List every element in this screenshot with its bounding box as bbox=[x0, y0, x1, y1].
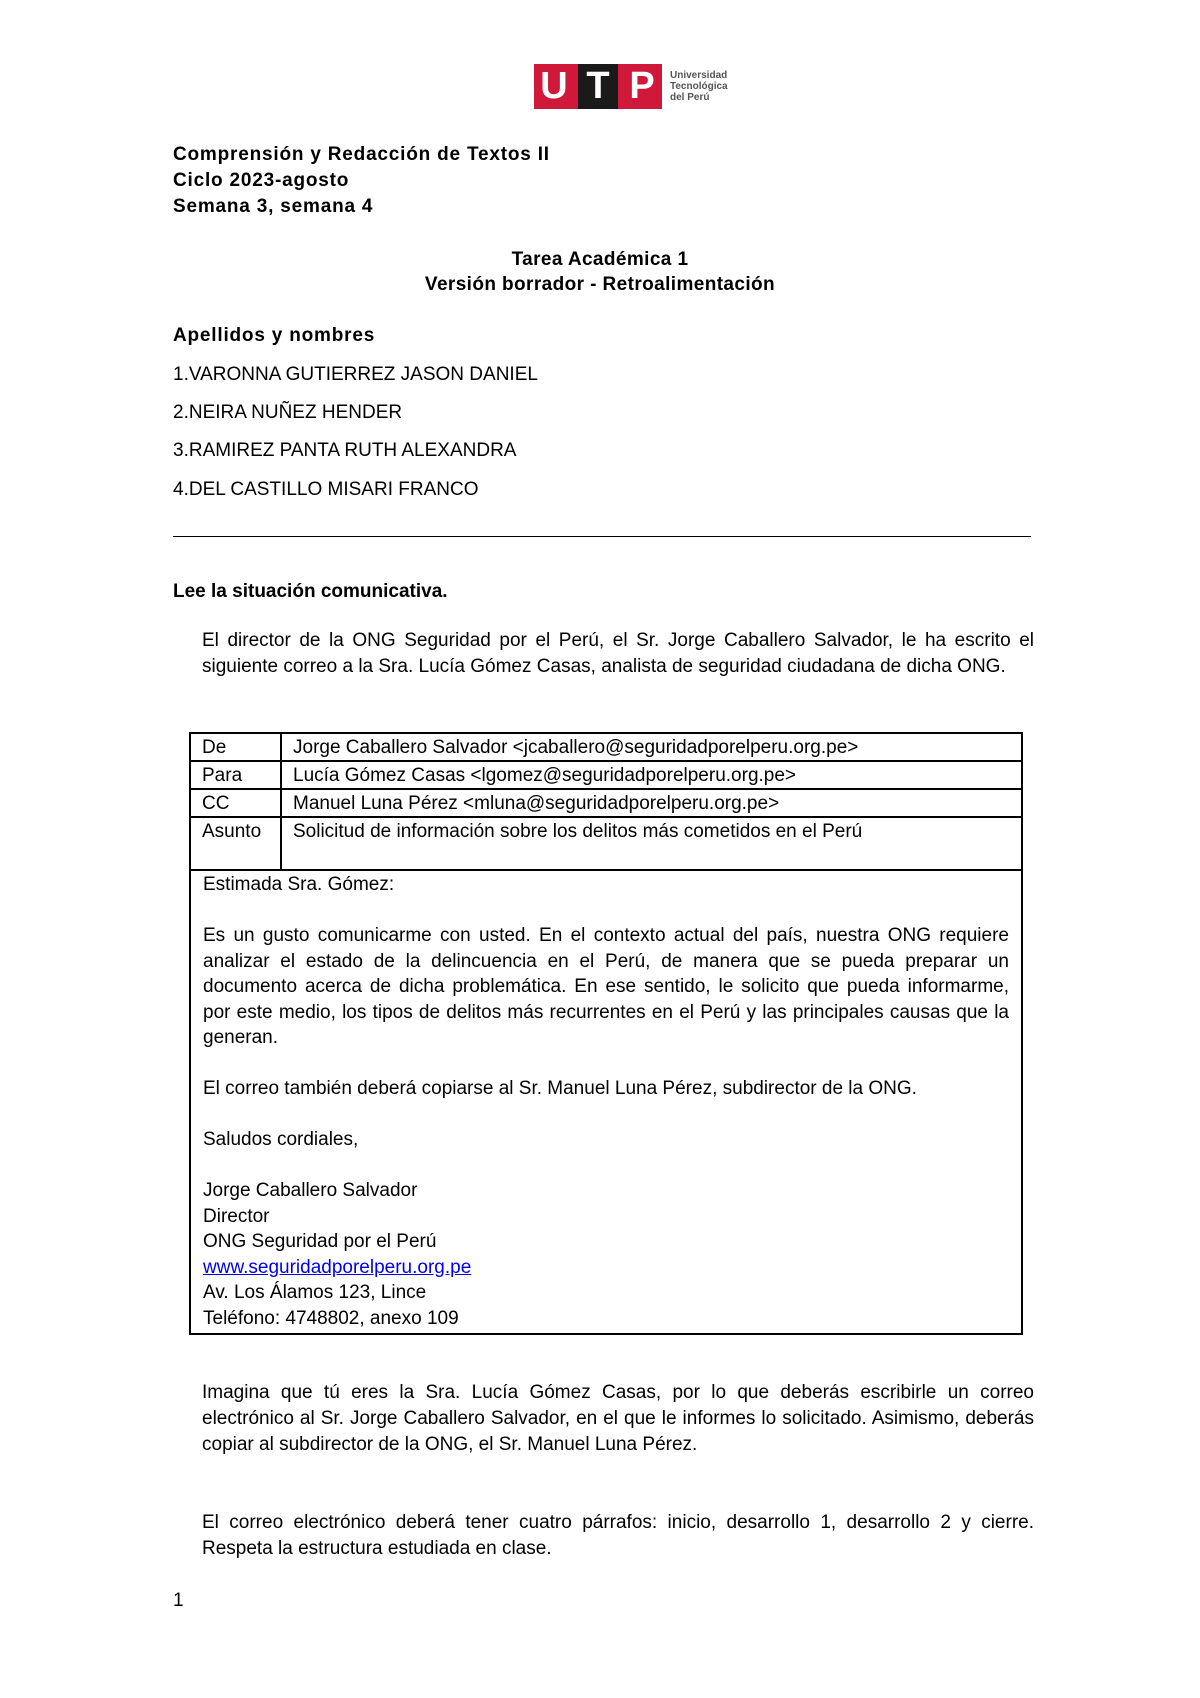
student-name: 1.VARONNA GUTIERREZ JASON DANIEL bbox=[173, 364, 538, 385]
signature-phone: Teléfono: 4748802, anexo 109 bbox=[203, 1307, 459, 1329]
instructions-paragraph: El correo electrónico deberá tener cuatro párrafos: inicio, desarrollo 1, desarrollo 2 y cierre. Respeta la estructura estudiada en clase. bbox=[202, 1512, 1034, 1559]
course-name: Comprensión y Redacción de Textos II bbox=[173, 144, 550, 165]
email-table bbox=[189, 732, 1023, 1335]
student-name: 4.DEL CASTILLO MISARI FRANCO bbox=[173, 479, 479, 500]
page-number: 1 bbox=[173, 1590, 184, 1611]
email-field-value: Solicitud de información sobre los delitos más cometidos en el Perú bbox=[293, 821, 863, 842]
signature-org: ONG Seguridad por el Perú bbox=[203, 1231, 437, 1252]
email-closing: Saludos cordiales, bbox=[203, 1129, 359, 1150]
website-link[interactable]: www.seguridadporelperu.org.pe bbox=[203, 1256, 472, 1278]
logo-letter-p: P bbox=[629, 65, 655, 107]
email-field-row bbox=[191, 818, 1021, 871]
logo-line: del Perú bbox=[670, 92, 710, 103]
situation-heading: Lee la situación comunicativa. bbox=[173, 581, 448, 602]
students-heading: Apellidos y nombres bbox=[173, 325, 376, 346]
email-field-value: Jorge Caballero Salvador <jcaballero@seguridadporelperu.org.pe> bbox=[293, 737, 859, 758]
logo-line: Tecnológica bbox=[670, 81, 728, 92]
email-paragraph: Es un gusto comunicarme con usted. En el contexto actual del país, nuestra ONG requiere analizar el estado de la delincuencia en el Perú, de manera que se pueda preparar un documento acerca de dicha problemática. En ese sentido, le solicito que pueda informarme, por este medio, los tipos de delitos más recurrentes en el Perú y las principales causas que la generan. bbox=[203, 925, 1009, 1048]
assignment-subtitle: Versión borrador - Retroalimentación bbox=[424, 274, 776, 295]
instructions-paragraph: Imagina que tú eres la Sra. Lucía Gómez Casas, por lo que deberás escribirle un correo electrónico al Sr. Jorge Caballero Salvador, en el que le informes lo solicitado. Asimismo, deberás copiar al subdirector de la ONG, el Sr. Manuel Luna Pérez. bbox=[202, 1382, 1034, 1455]
separator-line bbox=[173, 536, 1031, 537]
email-field-label: Asunto bbox=[191, 818, 282, 869]
logo-line: Universidad bbox=[670, 70, 728, 81]
utp-logo bbox=[534, 64, 728, 109]
logo-letter-u: U bbox=[540, 65, 568, 107]
email-greeting: Estimada Sra. Gómez: bbox=[203, 874, 395, 895]
cycle-label: Ciclo 2023-agosto bbox=[173, 170, 350, 191]
email-field-row bbox=[191, 762, 1021, 790]
email-field-label: Para bbox=[191, 762, 282, 788]
logo-letter-t: T bbox=[578, 64, 618, 109]
email-field-label: De bbox=[191, 734, 282, 760]
utp-logo-block bbox=[534, 64, 662, 109]
situation-intro: El director de la ONG Seguridad por el Perú, el Sr. Jorge Caballero Salvador, le ha escrito el siguiente correo a la Sra. Lucía Gómez Casas, analista de seguridad ciudadana de dicha ONG. bbox=[202, 630, 1034, 677]
email-field-row bbox=[191, 790, 1021, 818]
email-field-row bbox=[191, 734, 1021, 762]
email-field-value: Manuel Luna Pérez <mluna@seguridadporelperu.org.pe> bbox=[293, 793, 780, 814]
signature-name: Jorge Caballero Salvador bbox=[203, 1180, 418, 1201]
weeks-label: Semana 3, semana 4 bbox=[173, 196, 374, 217]
signature-role: Director bbox=[203, 1205, 270, 1227]
email-paragraph: El correo también deberá copiarse al Sr. Manuel Luna Pérez, subdirector de la ONG. bbox=[203, 1078, 917, 1099]
email-field-label: CC bbox=[191, 790, 282, 816]
student-name: 3.RAMIREZ PANTA RUTH ALEXANDRA bbox=[173, 440, 517, 461]
student-name: 2.NEIRA NUÑEZ HENDER bbox=[173, 402, 403, 423]
assignment-title: Tarea Académica 1 bbox=[511, 249, 689, 270]
email-field-value: Lucía Gómez Casas <lgomez@seguridadporelperu.org.pe> bbox=[293, 765, 797, 786]
logo-university-name bbox=[670, 70, 728, 103]
email-body bbox=[191, 871, 1021, 1333]
signature-address: Av. Los Álamos 123, Lince bbox=[203, 1282, 427, 1303]
